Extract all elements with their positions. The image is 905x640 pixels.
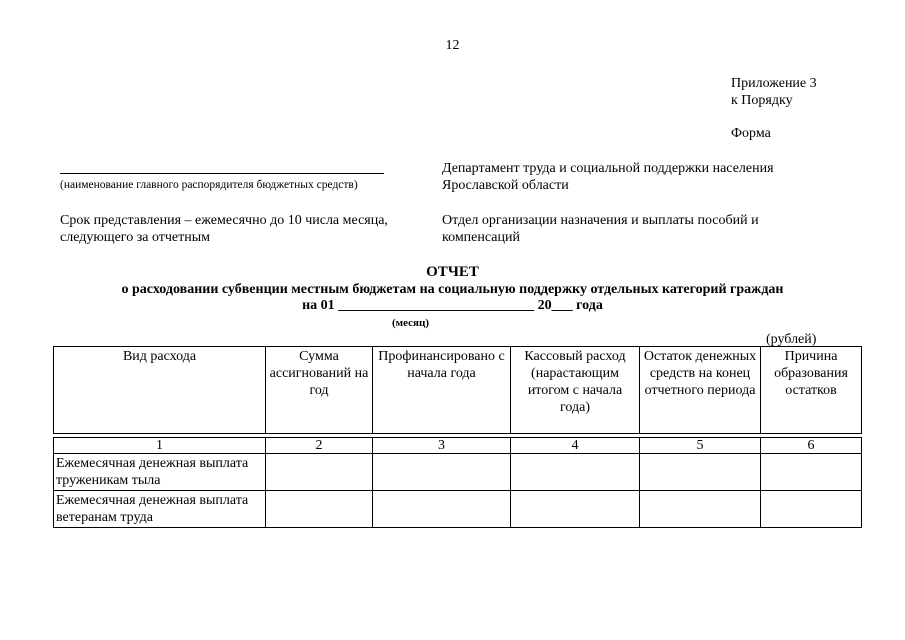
column-number: 4 xyxy=(511,438,640,454)
report-subtitle: о расходовании субвенции местным бюджетам на социальную поддержку отдельных категорий граждан xyxy=(121,282,784,297)
column-number: 6 xyxy=(761,438,862,454)
page-number: 12 xyxy=(445,38,460,53)
table-cell xyxy=(640,491,761,528)
table-header-row xyxy=(54,347,862,434)
header-financed-ytd: Профинансировано с начала года xyxy=(373,347,511,434)
division-name: Отдел организации назначения и выплаты пособий и компенсаций xyxy=(442,213,759,245)
row-label: Ежемесячная денежная выплата ветеранам труда xyxy=(54,491,266,528)
table-cell xyxy=(373,454,511,491)
appendix-reference xyxy=(731,75,817,109)
header-balance-reason: Причина образования остатков xyxy=(761,347,862,434)
table-cell xyxy=(266,454,373,491)
table-cell xyxy=(511,454,640,491)
column-number: 3 xyxy=(373,438,511,454)
table-cell xyxy=(761,454,862,491)
header-remaining-balance: Остаток денежных средств на конец отчетного периода xyxy=(640,347,761,434)
table-cell xyxy=(373,491,511,528)
header-expense-type: Вид расхода xyxy=(54,347,266,434)
table-row xyxy=(54,491,862,528)
submission-deadline: Срок представления – ежемесячно до 10 числа месяца, следующего за отчетным xyxy=(60,213,388,245)
header-annual-allocation: Сумма ассигнований на год xyxy=(266,347,373,434)
column-number-row xyxy=(54,438,862,454)
table-row xyxy=(54,454,862,491)
table-cell xyxy=(266,491,373,528)
table-cell xyxy=(761,491,862,528)
month-caption: (месяц) xyxy=(392,317,430,329)
report-date-line: на 01 ____________________________ 20___ года xyxy=(302,298,603,313)
row-label: Ежемесячная денежная выплата труженикам тыла xyxy=(54,454,266,491)
table-cell xyxy=(511,491,640,528)
appendix-line-2: к Порядку xyxy=(731,93,793,108)
report-table xyxy=(53,346,862,528)
appendix-line-1: Приложение 3 xyxy=(731,76,817,91)
distributor-caption: (наименование главного распорядителя бюджетных средств) xyxy=(60,179,358,191)
column-number: 1 xyxy=(54,438,266,454)
units-label: (рублей) xyxy=(766,332,817,347)
column-number: 2 xyxy=(266,438,373,454)
header-cash-expense: Кассовый расход (нарастающим итогом с начала года) xyxy=(511,347,640,434)
form-label: Форма xyxy=(731,126,771,141)
department-name: Департамент труда и социальной поддержки населения Ярославской области xyxy=(442,161,774,193)
report-title: ОТЧЕТ xyxy=(426,264,479,280)
column-number: 5 xyxy=(640,438,761,454)
table-cell xyxy=(640,454,761,491)
distributor-name-line xyxy=(60,173,384,174)
